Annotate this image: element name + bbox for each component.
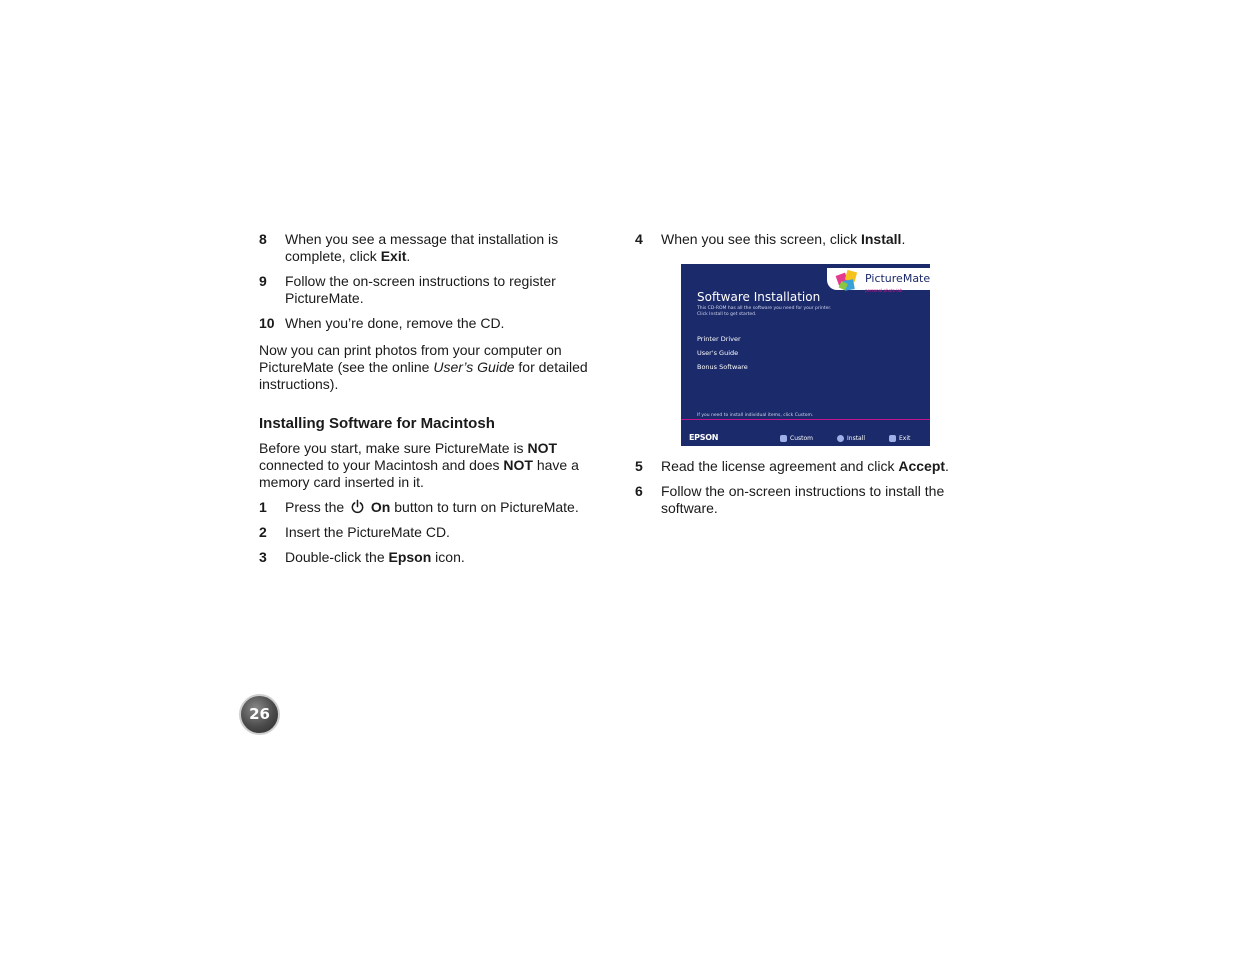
step-text: When you see this screen, click Install. xyxy=(661,231,906,247)
step-number: 10 xyxy=(259,315,275,331)
logo-squares-icon xyxy=(835,268,861,292)
epson-logo: EPSON xyxy=(689,433,719,442)
step-number: 3 xyxy=(259,549,267,565)
installer-item-users-guide: User's Guide xyxy=(697,349,739,357)
step-number: 9 xyxy=(259,273,267,289)
step-number: 2 xyxy=(259,524,267,540)
picturemate-logo xyxy=(827,268,930,293)
step-number: 4 xyxy=(635,231,643,247)
step-text: Follow the on-screen instructions to install the software. xyxy=(661,483,945,516)
step-5 xyxy=(635,458,965,475)
installer-title: Software Installation xyxy=(697,290,821,304)
step-text: When you’re done, remove the CD. xyxy=(285,315,505,331)
step-text: Read the license agreement and click Accept. xyxy=(661,458,949,474)
custom-button: Custom xyxy=(780,430,813,446)
installer-subtitle: This CD-ROM has all the software you need for your printer. Click Install to get started. xyxy=(697,306,832,317)
step-2 xyxy=(259,524,599,541)
installer-note: If you need to install individual items, click Custom. xyxy=(697,413,814,418)
left-column xyxy=(259,231,599,574)
logo-tagline: personal photo lab xyxy=(865,288,903,293)
install-button: Install xyxy=(837,430,865,446)
step-1 xyxy=(259,499,599,516)
step-3 xyxy=(259,549,599,566)
installer-item-printer-driver: Printer Driver xyxy=(697,335,741,343)
step-number: 6 xyxy=(635,483,643,499)
divider xyxy=(681,419,930,420)
step-6 xyxy=(635,483,965,517)
install-label: Install xyxy=(860,231,902,247)
now-paragraph: Now you can print photos from your computer on PictureMate (see the online User’s Guide for detailed instructions). xyxy=(259,342,588,392)
custom-icon xyxy=(780,435,787,442)
step-text: Double-click the Epson icon. xyxy=(285,549,465,565)
step-number: 1 xyxy=(259,499,267,515)
step-text: Press the On button to turn on PictureMate. xyxy=(285,499,579,515)
before-paragraph: Before you start, make sure PictureMate is NOT connected to your Macintosh and does NOT have a memory card inserted in it. xyxy=(259,440,579,490)
step-number: 8 xyxy=(259,231,267,247)
page-number-badge: 26 xyxy=(239,694,280,735)
epson-label: Epson xyxy=(388,549,432,565)
logo-text: PictureMate xyxy=(865,272,930,285)
step-number: 5 xyxy=(635,458,643,474)
exit-label: Exit xyxy=(380,248,407,264)
install-icon xyxy=(837,435,844,442)
on-label: On xyxy=(370,499,391,515)
accept-label: Accept xyxy=(898,458,946,474)
installer-item-bonus-software: Bonus Software xyxy=(697,363,748,371)
exit-icon xyxy=(889,435,896,442)
step-text: Follow the on-screen instructions to register PictureMate. xyxy=(285,273,556,306)
users-guide-title: User’s Guide xyxy=(433,359,515,375)
step-8 xyxy=(259,231,599,265)
section-heading: Installing Software for Macintosh xyxy=(259,415,495,432)
step-10 xyxy=(259,315,599,332)
right-column xyxy=(635,231,965,525)
step-text: When you see a message that installation is complete, click Exit. xyxy=(285,231,559,264)
power-icon xyxy=(350,499,365,514)
step-text: Insert the PictureMate CD. xyxy=(285,524,450,540)
step-9 xyxy=(259,273,599,307)
step-4 xyxy=(635,231,965,248)
installer-screenshot xyxy=(681,264,930,446)
exit-button: Exit xyxy=(889,430,910,446)
